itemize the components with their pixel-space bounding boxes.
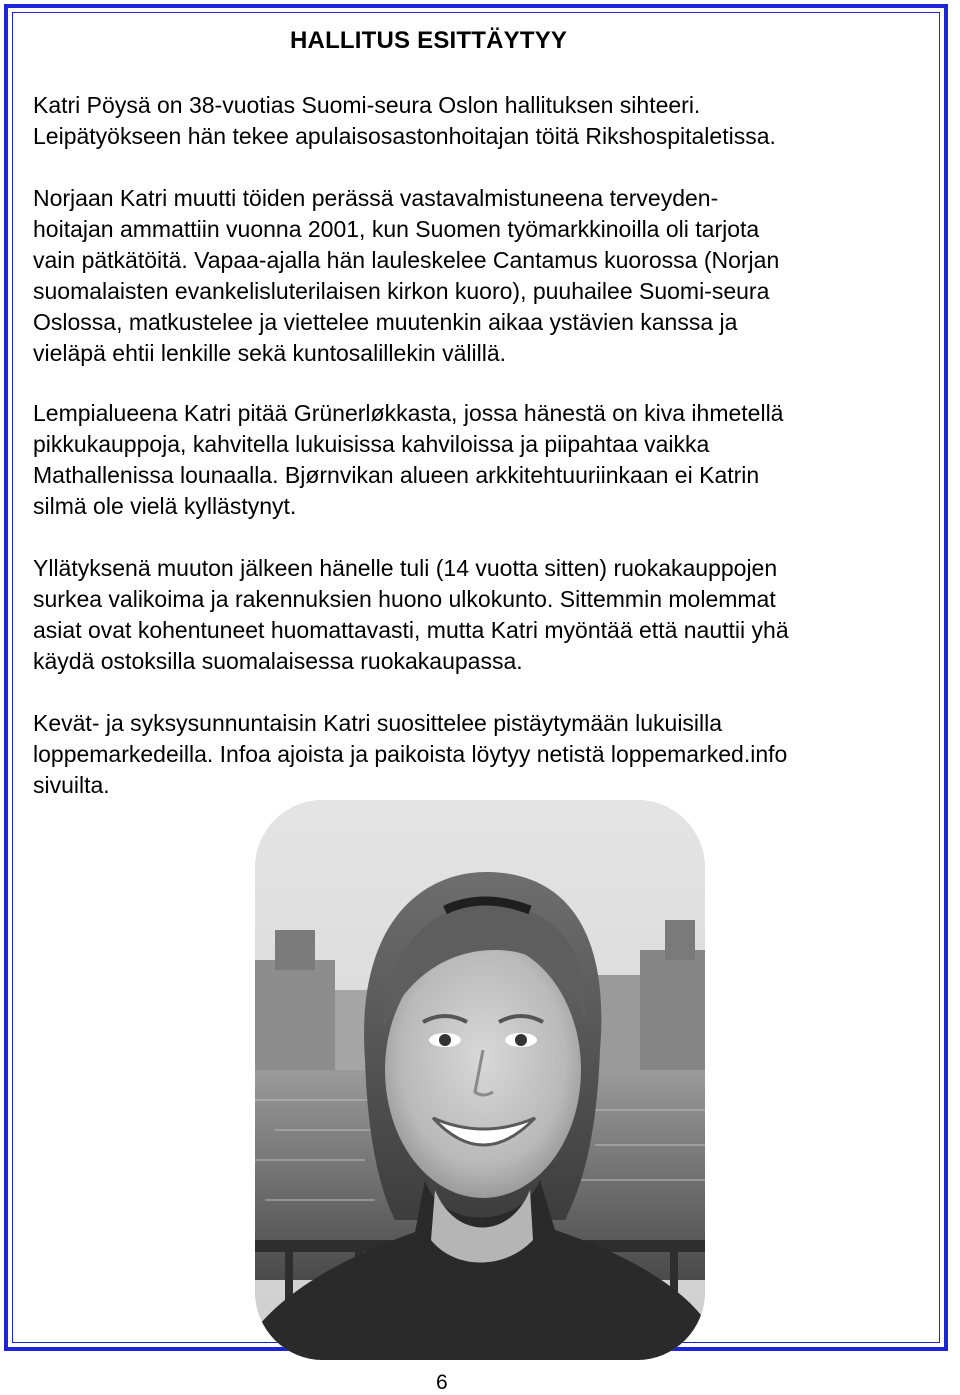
- page-title: HALLITUS ESITTÄYTYY: [290, 27, 568, 54]
- paragraph-background: Norjaan Katri muutti töiden perässä vastavalmistuneena terveyden- hoitajan ammattiin vuonna 2001, kun Suomen työmarkkinoilla oli tarjota vain pätkätöitä. Vapaa-ajalla hän lauleskelee Cantamus kuorossa (Norjan suomalaisten evankelisluterilaisen kirkon kuoro), puuhailee Suomi-seura Oslossa, matkustelee ja viettelee muutenkin aikaa ystävien kanssa ja vieläpä ehtii lenkille sekä kuntosalillekin välillä.: [33, 185, 780, 366]
- paragraph-recommendation: Kevät- ja syksysunnuntaisin Katri suosittelee pistäytymään lukuisilla loppemarkedeilla. Infoa ajoista ja paikoista löytyy netistä loppemarked.info sivuilta.: [33, 710, 788, 798]
- page-number: 6: [436, 1371, 448, 1394]
- paragraph-intro: Katri Pöysä on 38-vuotias Suomi-seura Oslon hallituksen sihteeri. Leipätyökseen hän tekee apulaisosastonhoitajan töitä Rikshospitaletissa.: [33, 92, 776, 149]
- paragraph-favorite-area: Lempialueena Katri pitää Grünerløkkasta, jossa hänestä on kiva ihmetellä pikkukauppoja, kahvitella lukuisissa kahviloissa ja piipahtaa vaikka Mathallenissa lounaalla. Bjørnvikan alueen arkkitehtuuriinkaan ei Katrin silmä ole vielä kyllästynyt.: [33, 400, 784, 519]
- paragraph-surprise: Yllätyksenä muuton jälkeen hänelle tuli (14 vuotta sitten) ruokakauppojen surkea valikoima ja rakennuksien huono ulkokunto. Sittemmin molemmat asiat ovat kohentuneet huomattavasti, mutta Katri myöntää että nauttii yhä käydä ostoksilla suomalaisessa ruokakaupassa.: [33, 555, 789, 674]
- portrait-photo: [255, 800, 705, 1360]
